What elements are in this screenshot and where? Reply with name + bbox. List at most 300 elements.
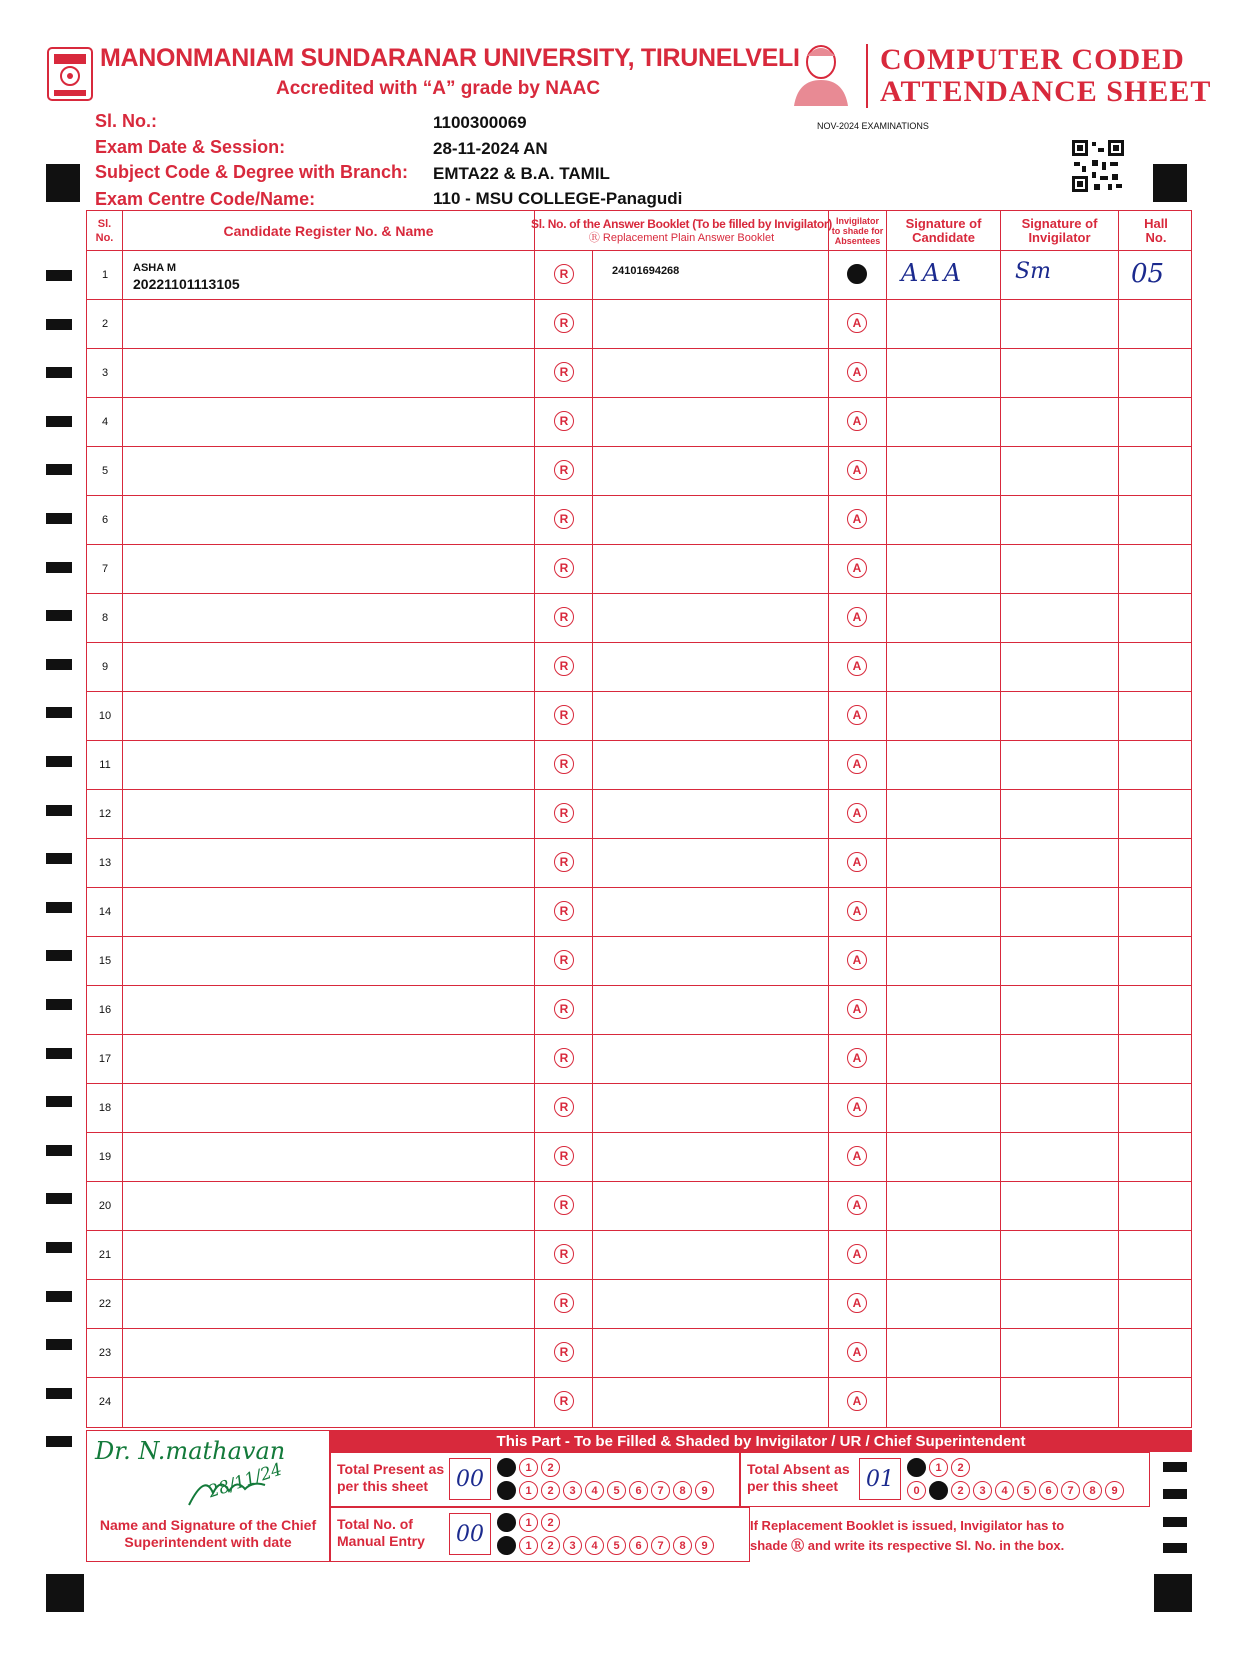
invigilator-signature-cell[interactable] — [1001, 1378, 1119, 1427]
invigilator-signature-cell[interactable] — [1001, 594, 1119, 642]
candidate-cell — [123, 496, 535, 544]
candidate-signature-cell[interactable] — [887, 349, 1001, 397]
candidate-signature-cell[interactable] — [887, 692, 1001, 740]
replacement-bubble[interactable]: R — [554, 803, 574, 823]
booklet-cell[interactable] — [593, 496, 829, 544]
digit-bubble[interactable]: 9 — [695, 1481, 714, 1500]
invigilator-signature-cell[interactable] — [1001, 741, 1119, 789]
absentee-cell — [829, 986, 887, 1034]
candidate-signature-cell[interactable] — [887, 300, 1001, 348]
manual-entry-value[interactable]: 00 — [449, 1513, 491, 1555]
timing-mark — [46, 999, 72, 1010]
manual-entry-label: Total No. of Manual Entry — [337, 1516, 425, 1549]
replacement-bubble[interactable]: R — [554, 1293, 574, 1313]
replacement-cell — [535, 937, 593, 985]
absentee-bubble[interactable]: A — [847, 901, 867, 921]
absentee-bubble[interactable]: A — [847, 411, 867, 431]
digit-bubble-zero[interactable] — [907, 1458, 926, 1477]
hall-no-cell[interactable] — [1119, 888, 1193, 936]
replacement-bubble[interactable]: R — [554, 656, 574, 676]
booklet-cell[interactable] — [593, 1231, 829, 1279]
candidate-cell — [123, 1378, 535, 1427]
table-header — [87, 211, 1191, 251]
replacement-cell — [535, 790, 593, 838]
invigilator-signature-cell[interactable] — [1001, 1231, 1119, 1279]
sl-cell — [87, 594, 123, 642]
digit-bubble[interactable]: 9 — [695, 1536, 714, 1555]
row-sl-no: 17 — [98, 1053, 112, 1065]
candidate-signature-cell[interactable] — [887, 398, 1001, 446]
booklet-cell[interactable] — [593, 839, 829, 887]
centre-value: 110 - MSU COLLEGE-Panagudi — [433, 189, 683, 208]
hall-no-cell[interactable] — [1119, 496, 1193, 544]
timing-mark — [46, 513, 72, 524]
absentee-cell — [829, 1231, 887, 1279]
absentee-bubble[interactable]: A — [847, 705, 867, 725]
hall-no-cell[interactable] — [1119, 594, 1193, 642]
candidate-signature-cell[interactable] — [887, 1133, 1001, 1181]
absentee-bubble[interactable]: A — [847, 852, 867, 872]
invigilator-signature-cell[interactable] — [1001, 692, 1119, 740]
centre-label: Exam Centre Code/Name: — [95, 189, 316, 209]
candidate-signature-cell[interactable] — [887, 741, 1001, 789]
candidate-signature-cell[interactable] — [887, 496, 1001, 544]
replacement-bubble[interactable]: R — [554, 1146, 574, 1166]
total-absent-value[interactable]: 01 — [859, 1458, 901, 1500]
sl-cell — [87, 692, 123, 740]
replacement-bubble[interactable]: R — [554, 1048, 574, 1068]
hall-no-cell[interactable] — [1119, 300, 1193, 348]
replacement-bubble[interactable]: R — [554, 264, 574, 284]
sl-cell — [87, 1231, 123, 1279]
candidate-cell — [123, 1280, 535, 1328]
sl-no-value: 1100300069 — [433, 113, 527, 132]
digit-bubble[interactable]: 4 — [995, 1481, 1014, 1500]
absentee-bubble[interactable]: A — [847, 460, 867, 480]
replacement-bubble[interactable]: R — [554, 411, 574, 431]
booklet-cell[interactable] — [593, 1035, 829, 1083]
invigilator-signature-cell[interactable] — [1001, 251, 1119, 299]
candidate-signature-cell[interactable] — [887, 1035, 1001, 1083]
absentee-bubble[interactable]: A — [847, 950, 867, 970]
timing-mark — [46, 416, 72, 427]
digit-bubble[interactable] — [497, 1536, 516, 1555]
invigilator-signature-cell[interactable] — [1001, 545, 1119, 593]
invigilator-signature-cell[interactable] — [1001, 496, 1119, 544]
absentee-bubble[interactable]: A — [847, 999, 867, 1019]
hall-no-cell[interactable] — [1119, 251, 1193, 299]
candidate-cell — [123, 643, 535, 691]
candidate-cell — [123, 937, 535, 985]
replacement-cell — [535, 839, 593, 887]
digit-bubble[interactable]: 2 — [541, 1513, 560, 1532]
exam-session-tag: NOV-2024 EXAMINATIONS — [817, 121, 929, 131]
candidate-cell — [123, 398, 535, 446]
candidate-signature-cell[interactable] — [887, 1280, 1001, 1328]
digit-bubble[interactable]: 8 — [673, 1536, 692, 1555]
candidate-signature-cell[interactable] — [887, 888, 1001, 936]
digit-bubble[interactable]: 1 — [929, 1458, 948, 1477]
invigilator-signature-cell[interactable] — [1001, 1182, 1119, 1230]
row-sl-no: 23 — [98, 1347, 112, 1359]
row-sl-no: 4 — [101, 416, 109, 428]
candidate-signature-cell[interactable] — [887, 251, 1001, 299]
hall-no-cell[interactable] — [1119, 986, 1193, 1034]
replacement-cell — [535, 692, 593, 740]
table-row — [87, 986, 1191, 1035]
booklet-cell[interactable] — [593, 643, 829, 691]
table-row — [87, 300, 1191, 349]
booklet-cell[interactable] — [593, 545, 829, 593]
booklet-cell[interactable] — [593, 349, 829, 397]
candidate-signature-cell[interactable] — [887, 1182, 1001, 1230]
invigilator-signature-cell[interactable] — [1001, 1329, 1119, 1377]
candidate-signature-cell[interactable] — [887, 643, 1001, 691]
absentee-cell — [829, 1084, 887, 1132]
absentee-bubble[interactable]: A — [847, 656, 867, 676]
invigilator-signature-cell[interactable] — [1001, 839, 1119, 887]
absentee-cell — [829, 1378, 887, 1427]
candidate-cell — [123, 251, 535, 299]
booklet-cell[interactable] — [593, 594, 829, 642]
booklet-cell[interactable] — [593, 986, 829, 1034]
candidate-cell — [123, 692, 535, 740]
timing-mark — [46, 902, 72, 913]
hall-no-cell[interactable] — [1119, 1231, 1193, 1279]
candidate-signature-cell[interactable] — [887, 986, 1001, 1034]
booklet-cell[interactable] — [593, 790, 829, 838]
replacement-cell — [535, 251, 593, 299]
title-divider — [866, 44, 868, 108]
candidate-signature-cell[interactable] — [887, 839, 1001, 887]
table-body — [87, 251, 1191, 1427]
sl-no-label: Sl. No.: — [95, 111, 157, 131]
digit-bubble[interactable]: 2 — [541, 1536, 560, 1555]
candidate-signature-cell[interactable] — [887, 790, 1001, 838]
header-booklet — [531, 211, 832, 250]
timing-mark — [46, 853, 72, 864]
candidate-signature-cell[interactable] — [887, 1231, 1001, 1279]
table-row — [87, 1084, 1191, 1133]
absentee-bubble[interactable]: A — [847, 509, 867, 529]
invigilator-signature-cell[interactable] — [1001, 300, 1119, 348]
header-booklet-main: Sl. No. of the Answer Booklet (To be filled by Invigilator) — [531, 216, 832, 231]
sheet-title — [880, 44, 1211, 108]
invigilator-signature: Sm — [1015, 259, 1051, 284]
digit-bubble[interactable]: 4 — [585, 1481, 604, 1500]
absentee-bubble[interactable]: A — [847, 1146, 867, 1166]
table-row — [87, 447, 1191, 496]
replacement-bubble[interactable]: R — [554, 901, 574, 921]
absentee-cell — [829, 692, 887, 740]
replacement-cell — [535, 349, 593, 397]
sl-cell — [87, 741, 123, 789]
digit-bubble[interactable]: 9 — [1105, 1481, 1124, 1500]
hall-no-cell[interactable] — [1119, 1035, 1193, 1083]
row-sl-no: 18 — [98, 1102, 112, 1114]
digit-bubble[interactable]: 3 — [563, 1481, 582, 1500]
candidate-signature-cell[interactable] — [887, 594, 1001, 642]
booklet-cell[interactable] — [593, 692, 829, 740]
candidate-cell — [123, 349, 535, 397]
digit-bubble-zero[interactable] — [497, 1458, 516, 1477]
row-sl-no: 1 — [101, 269, 109, 281]
digit-bubble[interactable]: 2 — [541, 1458, 560, 1477]
invigilator-signature-cell[interactable] — [1001, 1035, 1119, 1083]
absentee-bubble[interactable]: A — [847, 754, 867, 774]
invigilator-signature-cell[interactable] — [1001, 1133, 1119, 1181]
digit-bubble[interactable] — [929, 1481, 948, 1500]
booklet-cell[interactable] — [593, 447, 829, 495]
digit-bubble[interactable]: 6 — [629, 1536, 648, 1555]
absentee-cell — [829, 1280, 887, 1328]
replacement-bubble[interactable]: R — [554, 950, 574, 970]
candidate-cell — [123, 594, 535, 642]
candidate-signature-cell[interactable] — [887, 447, 1001, 495]
booklet-cell[interactable] — [593, 1084, 829, 1132]
registration-mark — [46, 1574, 84, 1612]
digit-bubble[interactable]: 3 — [563, 1536, 582, 1555]
candidate-name: ASHA M — [133, 262, 176, 274]
row-sl-no: 7 — [101, 563, 109, 575]
hall-no-cell[interactable] — [1119, 1329, 1193, 1377]
row-sl-no: 22 — [98, 1298, 112, 1310]
booklet-cell[interactable] — [593, 300, 829, 348]
candidate-signature-cell[interactable] — [887, 937, 1001, 985]
hall-no-cell[interactable] — [1119, 545, 1193, 593]
invigilator-signature-cell[interactable] — [1001, 643, 1119, 691]
digit-bubble[interactable]: 1 — [519, 1536, 538, 1555]
replacement-cell — [535, 1035, 593, 1083]
booklet-cell[interactable] — [593, 398, 829, 446]
candidate-cell — [123, 839, 535, 887]
digit-bubble[interactable]: 8 — [1083, 1481, 1102, 1500]
chief-superintendent-box — [86, 1430, 330, 1562]
hall-no-cell[interactable] — [1119, 790, 1193, 838]
hall-no-cell[interactable] — [1119, 741, 1193, 789]
digit-bubble[interactable]: 2 — [951, 1458, 970, 1477]
replacement-bubble[interactable]: R — [554, 705, 574, 725]
digit-bubble[interactable]: 1 — [519, 1481, 538, 1500]
absentee-cell — [829, 300, 887, 348]
table-row — [87, 741, 1191, 790]
replacement-cell — [535, 888, 593, 936]
table-row — [87, 349, 1191, 398]
candidate-signature-cell[interactable] — [887, 1378, 1001, 1427]
hall-no-cell[interactable] — [1119, 692, 1193, 740]
hall-no-cell[interactable] — [1119, 1182, 1193, 1230]
sl-cell — [87, 1280, 123, 1328]
digit-bubble[interactable]: 3 — [973, 1481, 992, 1500]
digit-bubble[interactable]: 6 — [1039, 1481, 1058, 1500]
booklet-cell[interactable] — [593, 937, 829, 985]
sl-cell — [87, 300, 123, 348]
table-row — [87, 1035, 1191, 1084]
row-sl-no: 2 — [101, 318, 109, 330]
replacement-bubble[interactable]: R — [554, 754, 574, 774]
candidate-cell — [123, 545, 535, 593]
digit-bubble[interactable]: 5 — [607, 1536, 626, 1555]
hall-no-cell[interactable] — [1119, 1133, 1193, 1181]
booklet-cell[interactable] — [593, 1182, 829, 1230]
digit-bubble[interactable]: 7 — [1061, 1481, 1080, 1500]
digit-bubble[interactable]: 6 — [629, 1481, 648, 1500]
invigilator-signature-cell[interactable] — [1001, 1280, 1119, 1328]
absentee-bubble[interactable]: A — [847, 313, 867, 333]
absentee-cell — [829, 1035, 887, 1083]
absentee-bubble[interactable]: A — [847, 1342, 867, 1362]
table-row — [87, 1182, 1191, 1231]
invigilator-signature-cell[interactable] — [1001, 447, 1119, 495]
absentee-bubble[interactable]: A — [847, 1244, 867, 1264]
absentee-cell — [829, 545, 887, 593]
candidate-signature-cell[interactable] — [887, 1329, 1001, 1377]
replacement-bubble[interactable]: R — [554, 607, 574, 627]
candidate-cell — [123, 447, 535, 495]
table-row — [87, 937, 1191, 986]
digit-bubble[interactable]: 5 — [607, 1481, 626, 1500]
absentee-bubble[interactable]: A — [847, 1097, 867, 1117]
digit-bubble[interactable]: 4 — [585, 1536, 604, 1555]
absentee-cell — [829, 594, 887, 642]
timing-mark — [46, 805, 72, 816]
absentee-cell — [829, 888, 887, 936]
hall-no-cell[interactable] — [1119, 398, 1193, 446]
booklet-cell[interactable] — [593, 1133, 829, 1181]
sl-cell — [87, 349, 123, 397]
absentee-bubble[interactable]: A — [847, 1195, 867, 1215]
candidate-cell — [123, 1329, 535, 1377]
sl-cell — [87, 398, 123, 446]
sl-cell — [87, 1378, 123, 1427]
header-hall-no: Hall No. — [1144, 215, 1168, 245]
absentee-bubble[interactable]: A — [847, 1048, 867, 1068]
hall-no-cell[interactable] — [1119, 937, 1193, 985]
absentee-cell — [829, 839, 887, 887]
absentee-bubble[interactable]: A — [847, 558, 867, 578]
candidate-cell — [123, 1035, 535, 1083]
booklet-cell[interactable] — [593, 888, 829, 936]
timing-mark — [46, 659, 72, 670]
absentee-bubble[interactable]: A — [847, 362, 867, 382]
replacement-bubble[interactable]: R — [554, 1195, 574, 1215]
absentee-bubble[interactable]: A — [847, 607, 867, 627]
absentee-bubble[interactable]: A — [847, 803, 867, 823]
replacement-bubble[interactable]: R — [554, 1391, 574, 1411]
replacement-bubble[interactable]: R — [554, 313, 574, 333]
digit-bubble[interactable]: 7 — [651, 1481, 670, 1500]
digit-bubble[interactable]: 0 — [907, 1481, 926, 1500]
digit-bubble-zero[interactable] — [497, 1513, 516, 1532]
exam-date-label: Exam Date & Session: — [95, 137, 286, 157]
booklet-cell[interactable] — [593, 1329, 829, 1377]
digit-bubble[interactable] — [497, 1481, 516, 1500]
digit-bubble[interactable]: 7 — [651, 1536, 670, 1555]
replacement-cell — [535, 496, 593, 544]
invigilator-signature-cell[interactable] — [1001, 986, 1119, 1034]
invigilator-signature-cell[interactable] — [1001, 349, 1119, 397]
candidate-reg-no: 20221101113105 — [133, 276, 240, 292]
digit-bubble[interactable]: 1 — [519, 1513, 538, 1532]
replacement-bubble[interactable]: R — [554, 1342, 574, 1362]
digit-bubble[interactable]: 8 — [673, 1481, 692, 1500]
replacement-bubble[interactable]: R — [554, 852, 574, 872]
hall-no-cell[interactable] — [1119, 643, 1193, 691]
invigilator-signature-cell[interactable] — [1001, 1084, 1119, 1132]
digit-bubble[interactable]: 5 — [1017, 1481, 1036, 1500]
qr-code — [1072, 140, 1124, 192]
absentee-bubble[interactable]: A — [847, 1293, 867, 1313]
timing-mark — [46, 319, 72, 330]
timing-mark — [46, 1048, 72, 1059]
candidate-signature-cell[interactable] — [887, 545, 1001, 593]
row-sl-no: 10 — [98, 710, 112, 722]
absentee-cell — [829, 1182, 887, 1230]
booklet-cell[interactable] — [593, 251, 829, 299]
sl-cell — [87, 790, 123, 838]
manual-entry-box — [330, 1507, 750, 1562]
hall-no-cell[interactable] — [1119, 1084, 1193, 1132]
hall-no-cell[interactable] — [1119, 839, 1193, 887]
replacement-cell — [535, 447, 593, 495]
absentee-cell — [829, 447, 887, 495]
booklet-no: 24101694268 — [612, 265, 680, 277]
replacement-cell — [535, 594, 593, 642]
digit-bubble[interactable]: 1 — [519, 1458, 538, 1477]
replacement-cell — [535, 1084, 593, 1132]
manual-units-bubbles — [497, 1536, 714, 1555]
booklet-cell[interactable] — [593, 741, 829, 789]
subject-value: EMTA22 & B.A. TAMIL — [433, 164, 610, 183]
invigilator-signature-cell[interactable] — [1001, 888, 1119, 936]
present-tens-bubbles — [497, 1458, 560, 1477]
replacement-cell — [535, 986, 593, 1034]
timing-mark — [46, 1339, 72, 1350]
candidate-cell — [123, 888, 535, 936]
replacement-note-line2: shade Ⓡ and write its respective Sl. No. in the box. — [750, 1538, 1065, 1553]
hall-no-cell[interactable] — [1119, 1280, 1193, 1328]
hall-no-cell[interactable] — [1119, 349, 1193, 397]
hall-no-cell[interactable] — [1119, 1378, 1193, 1427]
replacement-bubble[interactable]: R — [554, 509, 574, 529]
timing-mark — [46, 707, 72, 718]
hall-no-cell[interactable] — [1119, 447, 1193, 495]
header-sig-candidate: Signature of Candidate — [887, 211, 1001, 250]
invigilator-signature-cell[interactable] — [1001, 937, 1119, 985]
replacement-bubble[interactable]: R — [554, 460, 574, 480]
replacement-bubble[interactable]: R — [554, 1244, 574, 1264]
university-logo — [46, 46, 94, 102]
row-sl-no: 24 — [98, 1396, 112, 1408]
candidate-signature-cell[interactable] — [887, 1084, 1001, 1132]
absentee-bubble[interactable] — [847, 264, 867, 284]
invigilator-signature-cell[interactable] — [1001, 398, 1119, 446]
booklet-cell[interactable] — [593, 1280, 829, 1328]
total-absent-label: Total Absent as per this sheet — [747, 1461, 850, 1494]
digit-bubble[interactable]: 2 — [951, 1481, 970, 1500]
absentee-bubble[interactable]: A — [847, 1391, 867, 1411]
total-present-value[interactable]: 00 — [449, 1458, 491, 1500]
replacement-bubble[interactable]: R — [554, 999, 574, 1019]
booklet-cell[interactable] — [593, 1378, 829, 1427]
replacement-bubble[interactable]: R — [554, 1097, 574, 1117]
sl-cell — [87, 545, 123, 593]
invigilator-signature-cell[interactable] — [1001, 790, 1119, 838]
table-row — [87, 888, 1191, 937]
replacement-bubble[interactable]: R — [554, 558, 574, 578]
digit-bubble[interactable]: 2 — [541, 1481, 560, 1500]
replacement-bubble[interactable]: R — [554, 362, 574, 382]
